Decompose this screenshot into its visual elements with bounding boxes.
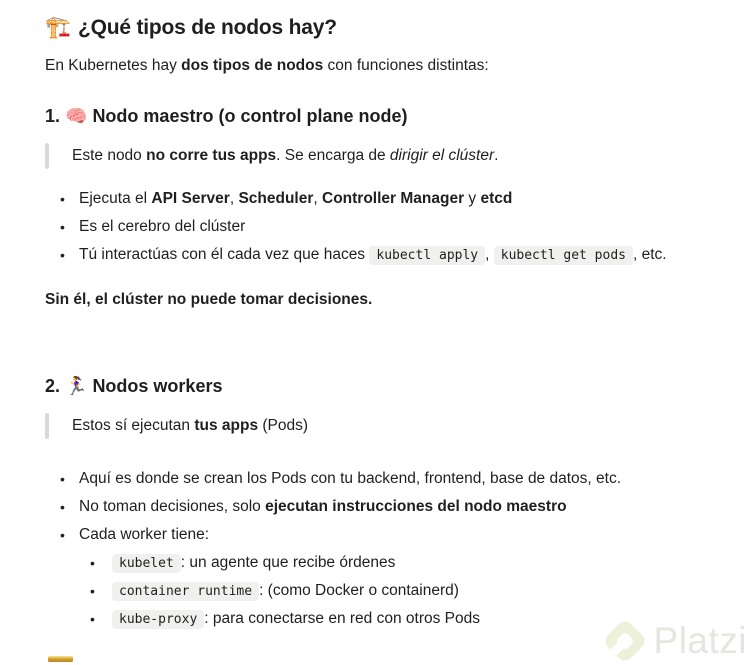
- list-item: [45, 217, 708, 237]
- quote-bold-segment: no corre tus apps: [146, 147, 277, 164]
- bullet-marker: •: [60, 247, 65, 263]
- bold-segment: Controller Manager: [322, 190, 465, 207]
- list-item: [45, 469, 708, 489]
- section-2-number: 2.: [45, 376, 61, 396]
- list-item: [45, 245, 708, 265]
- inline-code: kubectl get pods: [494, 246, 633, 265]
- section-1-quote-text: [72, 143, 498, 169]
- section-1-heading: [45, 104, 708, 128]
- quote-text-segment: . Se encarga de: [276, 147, 390, 164]
- list-item: [45, 525, 708, 545]
- text-segment: Ejecuta el: [79, 190, 152, 207]
- bold-segment: ejecutan instrucciones del nodo maestro: [265, 498, 567, 515]
- text-segment: y: [464, 190, 481, 207]
- bullet-marker: •: [60, 191, 65, 207]
- platzi-logo-icon: [602, 618, 648, 664]
- list-item: [45, 497, 708, 517]
- quote-text-segment: Este nodo: [72, 147, 147, 164]
- nested-list-item: [45, 581, 708, 601]
- quote-italic-segment: dirigir el clúster: [389, 147, 495, 164]
- quote-bar: [45, 413, 49, 439]
- list-item: [45, 189, 708, 209]
- text-segment: ,: [313, 190, 323, 207]
- section-1-bullet-list: [45, 189, 708, 265]
- woman-running-emoji: 🏃‍♀️: [65, 376, 88, 396]
- quote-text-segment: .: [494, 147, 499, 164]
- section-2-heading-text: Nodos workers: [92, 376, 223, 396]
- platzi-watermark-text: Platzi: [653, 620, 747, 661]
- inline-code: kubelet: [112, 554, 181, 573]
- intro-paragraph: [45, 55, 708, 76]
- list-item-text: [79, 245, 708, 265]
- section-1-number: 1.: [45, 106, 61, 126]
- inline-code: kube-proxy: [112, 610, 204, 629]
- bullet-marker: •: [60, 219, 65, 235]
- section-2-quote-text: [72, 413, 308, 439]
- list-item-text: Cada worker tiene:: [79, 526, 210, 543]
- building-construction-emoji: 🏗️: [45, 16, 71, 39]
- bold-segment: Scheduler: [238, 190, 314, 207]
- quote-bold-segment: tus apps: [194, 417, 259, 434]
- list-item-text: Es el cerebro del clúster: [79, 218, 246, 235]
- text-segment: No toman decisiones, solo: [79, 498, 266, 515]
- quote-text-segment: Estos sí ejecutan: [72, 417, 195, 434]
- text-segment: : un agente que recibe órdenes: [180, 554, 396, 571]
- text-segment: ,: [485, 246, 494, 263]
- list-item-text: [79, 497, 708, 517]
- brain-emoji: 🧠: [65, 106, 88, 126]
- section-1-quote: [45, 143, 708, 169]
- section-2-heading: [45, 374, 708, 398]
- bullet-marker: •: [60, 499, 65, 515]
- text-segment: Tú interactúas con él cada vez que haces: [79, 246, 370, 263]
- list-item-text: [79, 189, 708, 209]
- bullet-marker: •: [90, 555, 95, 571]
- bullet-marker: •: [90, 611, 95, 627]
- bold-segment: API Server: [151, 190, 230, 207]
- text-segment: : (como Docker o containerd): [259, 582, 459, 599]
- section-1-heading-text: Nodo maestro (o control plane node): [92, 106, 408, 126]
- list-item-text: [112, 581, 708, 601]
- quote-bar: [45, 143, 49, 169]
- intro-bold-text: dos tipos de nodos: [181, 57, 324, 74]
- bullet-marker: •: [60, 527, 65, 543]
- intro-text: En Kubernetes hay: [45, 57, 182, 74]
- page-title-text: ¿Qué tipos de nodos hay?: [77, 16, 337, 39]
- list-item-text: [112, 553, 708, 573]
- page-title: [45, 14, 708, 42]
- text-segment: , etc.: [632, 246, 667, 263]
- inline-code: kubectl apply: [369, 246, 485, 265]
- cropped-emoji-fragment: [48, 656, 73, 662]
- nested-list-item: [45, 553, 708, 573]
- text-segment: : para conectarse en red con otros Pods: [204, 610, 480, 627]
- platzi-watermark: [602, 617, 747, 665]
- section-2-quote: [45, 413, 708, 439]
- list-item-text: Aquí es donde se crean los Pods con tu backend, frontend, base de datos, etc.: [79, 470, 622, 487]
- bullet-marker: •: [60, 471, 65, 487]
- bullet-marker: •: [90, 583, 95, 599]
- text-segment: ,: [229, 190, 239, 207]
- section-2-bullet-list: [45, 469, 708, 629]
- intro-text-tail: con funciones distintas:: [323, 57, 489, 74]
- section-1-conclusion: Sin él, el clúster no puede tomar decisiones.: [45, 291, 373, 308]
- quote-text-segment: (Pods): [258, 417, 309, 434]
- inline-code: container runtime: [112, 582, 259, 601]
- bold-segment: etcd: [480, 190, 513, 207]
